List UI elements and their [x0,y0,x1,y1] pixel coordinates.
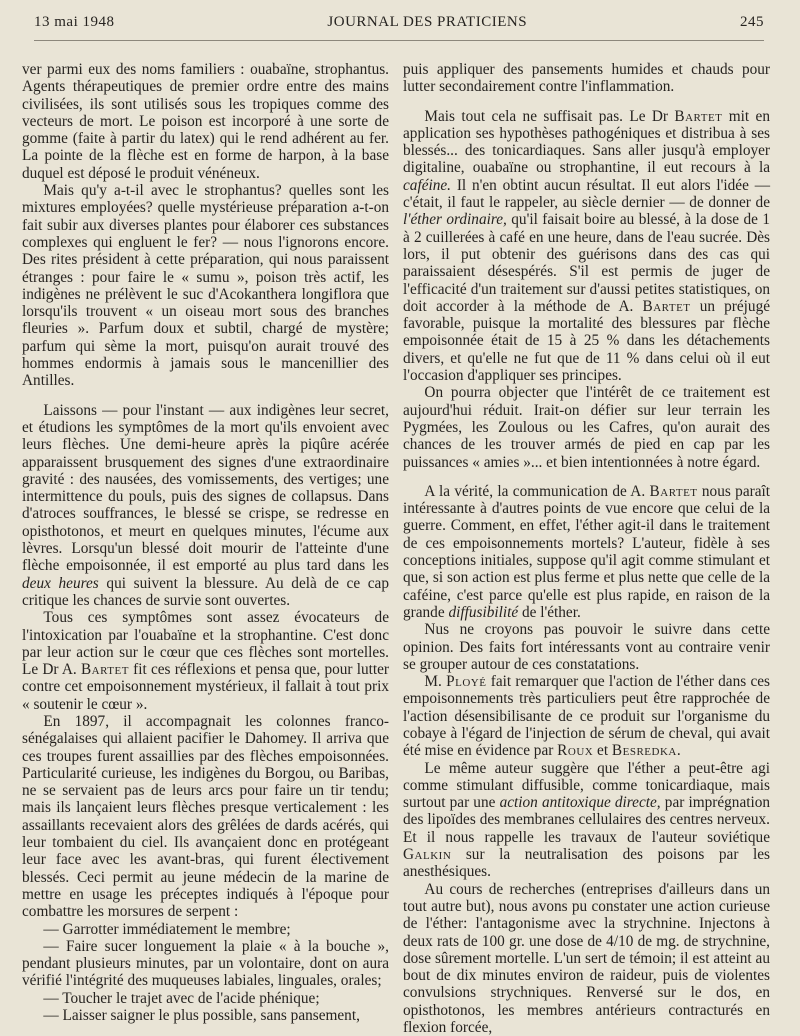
list-item: — Garrotter immédiatement le membre; [43,920,291,938]
text-run: M. [424,673,442,691]
emphasis: deux heures [22,574,99,592]
emphasis: l'éther ordinaire, [403,211,507,229]
text-run: qu'il faisait boire au blessé, à la dose de 1 à 2 cuillerées à café en une heure, dans de l'eau sucrée. Dès lors, il put obtenir des guérisons dans des cas qui paraissaient désespérés. S'il est permis de juger de l'efficacité d'un traitement sur d'aussi petites statistiques, on doit accorder à la méthode de A. [403,211,770,315]
emphasis: caféine. [403,176,451,194]
text-run: Il n'en obtint aucun résultat. Il eut alors l'idée — c'était, il faut le rappeler, au siècle dernier — de donner de [403,176,770,212]
article-columns [22,61,770,1036]
paragraph: Nus ne croyons pas pouvoir le suivre dans cette opinion. Des faits fort intéressants vont au contraire venir se grouper autour de ces constatations. [403,621,770,673]
text-run: Mais tout cela ne suffisait pas. Le Dr [424,107,669,125]
author-name: Ployé [446,673,487,691]
paragraph [403,108,770,385]
text-run: un préjugé favorable, puisque la mortalité des blessures par flèche empoisonnée était de 15 à 25 % dans les détachements divers, et qu'elle ne fut que de 11 % dans celui où il eut l'occasion d'appliquer ses principes. [403,297,771,385]
text-run: par imprégnation des lipoïdes des membranes cellulaires des centres nerveux. Et il nous rappelle les travaux de l'auteur soviétique [403,794,771,846]
header-date: 13 mai 1948 [34,14,115,30]
paragraph: En 1897, il accompagnait les colonnes franco-sénégalaises qui allaient pacifier le Dahomey. Il arriva que ces troupes furent assaillies par des flèches empoisonnées. Particularité curieuse, les indigènes du Borgou, ou Baribas, ne se servaient pas de leurs arcs pour faire un tir tendu; mais ils lançaient leurs flèches presque verticalement : les assaillants recevaient alors des grêlées de dards acérés, qui leur tombaient du ciel. Ils avançaient donc en protégeant leur face avec les avant-bras, qui furent électivement blessés. Ceci permit au jeune médecin de la marine de mettre en usage les préceptes indiqués à l'époque pour combattre les morsures de serpent : [22,712,389,921]
text-run: Laissons — pour l'instant — aux indigènes leur secret, et étudions les symptômes de la mort qu'ils envoient avec leurs flèches. Une demi-heure après la piqûre acérée apparaissent brusquement des signes d'une extraordinaire gravité : des nausées, des vomissements, des vertiges; une intermittence du pouls, puis des signes de collapsus. Dans d'atroces souffrances, le blessé se crispe, se redresse en opisthotonos, et meurt en quelques minutes, l'écume aux lèvres. Lorsqu'un blessé doit mourir de l'atteinte d'une flèche empoisonnée, il est emporté au plus tard dans les [22,401,389,575]
header-page-number: 245 [739,14,764,30]
right-column [403,61,770,1036]
paragraph [403,483,770,621]
running-header [34,14,764,41]
paragraph: ver parmi eux des noms familiers : ouabaïne, strophantus. Agents thérapeutiques de premier ordre entre des mains civilisées, ils sont utilisés sous les tropiques comme des vecteurs de mort. Le poison est incorporé à une sorte de gomme (faite à partir du latex) qui le rend adhérent au fer. La pointe de la flèche est en forme de harpon, à la base duquel est déposé le produit vénéneux. [22,61,389,182]
text-run: qui suivent la blessure. Au delà de ce cap critique les chances de survie sont ouvertes. [22,574,389,609]
left-column [22,61,389,1036]
author-name: Bartet [674,107,723,125]
text-run: nous paraît intéressante à d'autres points de vue encore que celui de la guerre. Comment, en effet, l'éther agit-il dans le traitement de ces empoisonnements mortels? L'auteur, fidèle à ses conceptions initiales, suppose qu'il agit comme stimulant et que, si son action est plus ferme et plus nette que celle de la caféine, c'est parce qu'elle est plus rapide, en raison de la grande [403,482,770,621]
text-run: Tous ces symptômes sont assez évocateurs de l'intoxication par l'ouabaïne et la strophantine. C'est donc par leur action sur le cœur que ces flèches sont mortelles. Le Dr A. [22,609,389,679]
text-run: et [597,742,609,760]
text-run: fit ces réflexions et pensa que, pour lutter contre cet empoisonnement mystérieux, il fallait à tout prix « soutenir le cœur ». [22,661,390,713]
author-name: Roux [557,742,594,760]
paragraph: puis appliquer des pansements humides et chauds pour lutter secondairement contre l'inflammation. [403,61,770,96]
author-name: Besredka. [611,742,682,760]
author-name: Bartet [649,482,698,500]
paragraph: On pourra objecter que l'intérêt de ce traitement est aujourd'hui réduit. Irait-on défier sur leur terrain les Pygmées, les Zoulous ou les Cafres, qu'on aurait des chances de les trouver armés de pied en cap par les puissances « amies »... et bien intentionnées à notre égard. [403,384,770,471]
paragraph [22,402,389,610]
emphasis: diffusibilité [448,603,519,621]
author-name: Bartet [80,661,129,679]
text-run: sur la neutralisation des poisons par les anesthésiques. [403,846,771,881]
text-run: mit en application ses hypothèses pathogéniques et distribua à ses blessés... des tonicardiaques. Sans aller jusqu'à employer digitaline, ouabaïne ou strophantine, il eut recours à la [403,107,770,177]
text-run: Le même auteur suggère que l'éther a peut-être agi comme stimulant diffusible, comme tonicardiaque, mais surtout par une [403,759,770,812]
list-item: — Faire sucer longuement la plaie « à la bouche », pendant plusieurs minutes, par un volontaire, dont on aura vérifié l'intégrité des muqueuses labiales, linguales, orales; [22,937,389,990]
emphasis: action antitoxique directe, [499,794,661,812]
paragraph [22,609,389,713]
author-name: Bartet [642,297,691,315]
paragraph [403,673,770,759]
author-name: Galkin [403,846,452,864]
list-item: — Laisser saigner le plus possible, sans pansement, [43,1007,360,1025]
paragraph: Au cours de recherches (entreprises d'ailleurs dans un tout autre but), nous avons pu constater une action curieuse de l'éther: l'antagonisme avec la strychnine. Injectons à deux rats de 100 gr. une dose de 4/10 de mg. de strychnine, dose sûrement mortelle. L'un sert de témoin; il est atteint au bout de dix minutes environ de raideur, puis de violentes convulsions strychniques. Renversé sur le dos, en opisthotonos, les membres antérieurs contracturés en flexion forcée, [403,880,770,1036]
header-journal-title: JOURNAL DES PRATICIENS [327,14,528,30]
paragraph [403,760,770,881]
paragraph: Mais qu'y a-t-il avec le strophantus? quelles sont les mixtures employées? quelle mystérieuse préparation a-t-on fait subir aux diverses plantes pour élaborer ces substances complexes qui engluent le fer? — nous l'ignorons encore. Des rites président à cette préparation, qui nous paraissent étranges : pour faire le « sumu », poison très actif, les indigènes ne prélèvent le suc d'Acokanthera longiflora que lorsqu'ils trouvent « un oiseau mort sous des branches fleuries ». Parfum doux et subtil, chargé de mystère; parfum qui sème la mort, puisqu'on aurait trouvé des hommes endormis à jamais sous le mancenillier des Antilles. [22,182,389,390]
text-run: A la vérité, la communication de A. [424,482,646,500]
list-item: — Toucher le trajet avec de l'acide phénique; [43,989,320,1007]
text-run: fait remarquer que l'action de l'éther dans ces empoisonnements très particuliers peut être rapprochée de l'action désensibilisante de ce produit sur l'organisme du cobaye à l'égard de l'injection de sérum de cheval, qui avait été mise en évidence par [403,673,770,760]
text-run: de l'éther. [521,603,581,621]
